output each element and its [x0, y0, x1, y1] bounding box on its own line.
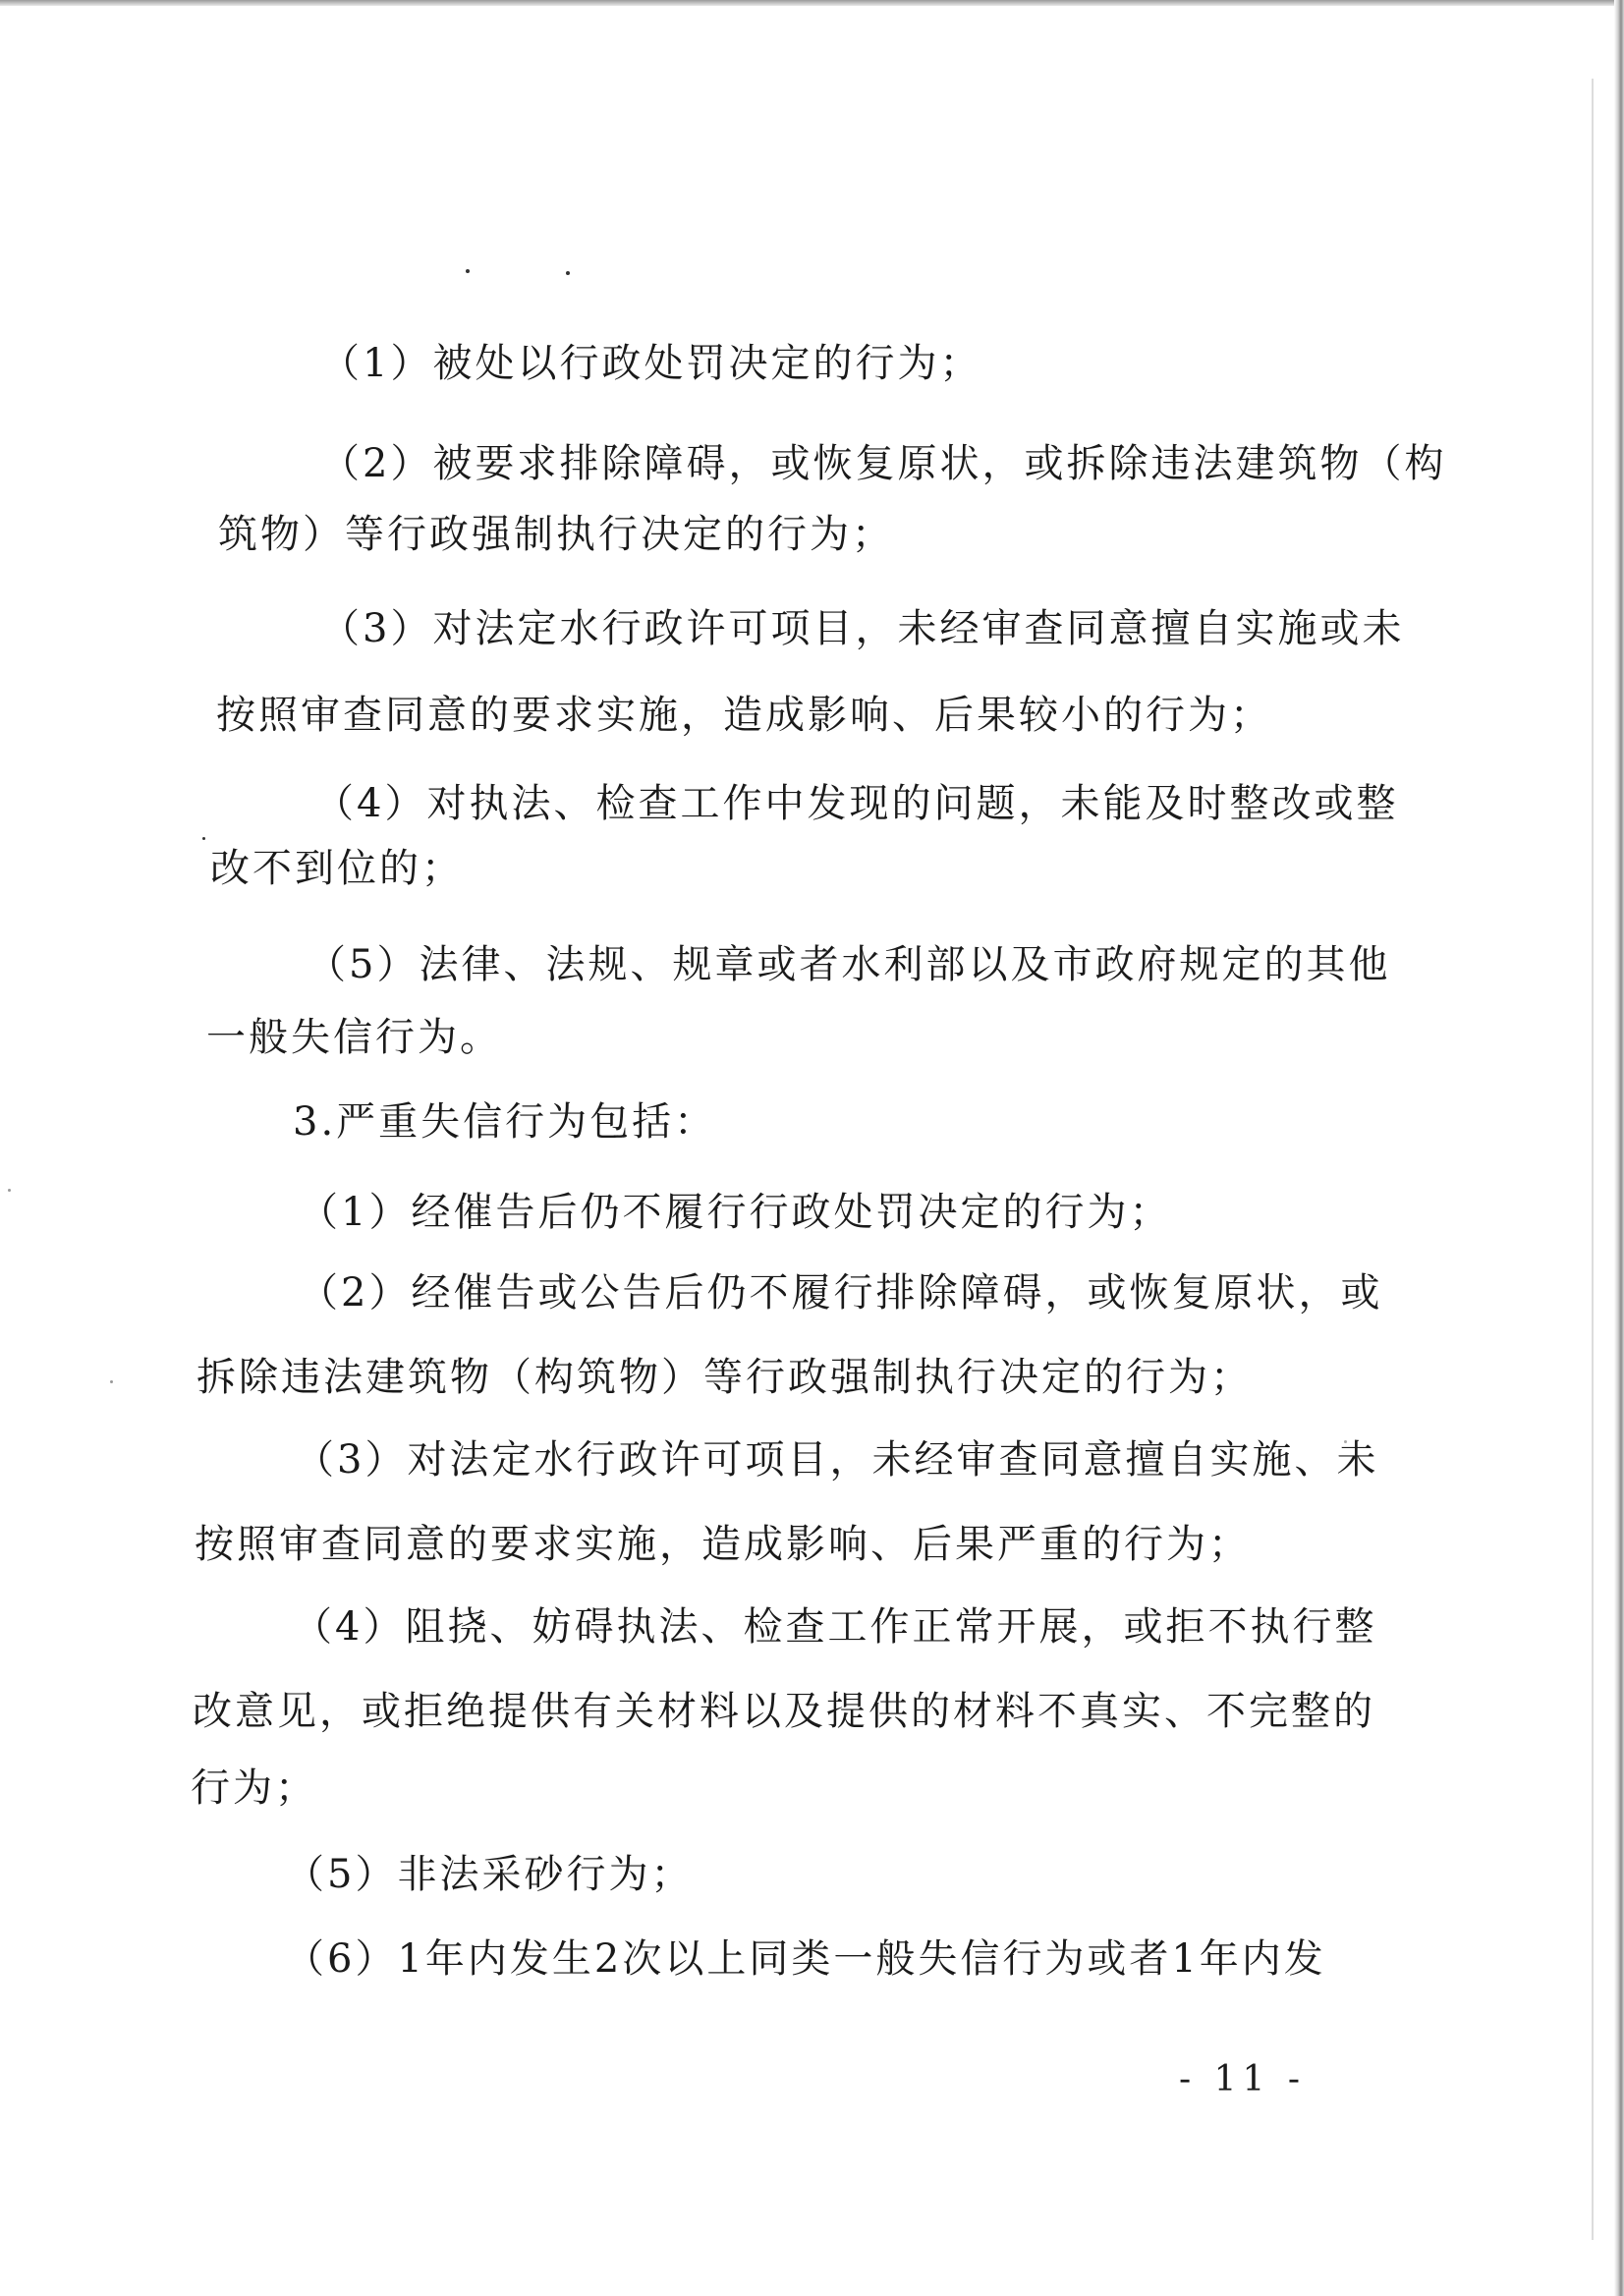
scan-binding-line — [1592, 79, 1594, 2240]
scan-speck — [202, 837, 205, 840]
page-number: - 11 - — [1179, 2059, 1307, 2100]
text-line: 拆除违法建筑物（构筑物）等行政强制执行决定的行为； — [196, 1355, 1253, 1400]
text-line: 改意见，或拒绝提供有关材料以及提供的材料不真实、不完整的 — [193, 1689, 1375, 1734]
text-line: 筑物）等行政强制执行决定的行为； — [218, 512, 894, 557]
text-line: （2）经催告或公告后仍不履行排除障碍，或恢复原状，或 — [299, 1270, 1383, 1316]
text-line: （3）对法定水行政许可项目，未经审查同意擅自实施、未 — [295, 1437, 1379, 1483]
scan-speck — [110, 1380, 113, 1383]
text-line: 按照审查同意的要求实施，造成影响、后果严重的行为； — [195, 1522, 1251, 1567]
text-line: （1）经催告后仍不履行行政处罚决定的行为； — [299, 1190, 1172, 1235]
text-line: （6）1年内发生2次以上同类一般失信行为或者1年内发 — [285, 1936, 1326, 1982]
section-heading: 3.严重失信行为包括： — [293, 1099, 717, 1145]
text-line: 改不到位的； — [210, 846, 464, 891]
text-line: （5）非法采砂行为； — [285, 1852, 694, 1897]
text-line: （4）对执法、检查工作中发现的问题，未能及时整改或整 — [314, 781, 1399, 826]
scan-top-edge — [0, 0, 1624, 6]
scan-speck — [8, 1189, 11, 1192]
text-line: （3）对法定水行政许可项目，未经审查同意擅自实施或未 — [320, 606, 1405, 651]
scan-speck — [566, 271, 570, 275]
scan-speck — [466, 269, 470, 273]
text-line: （4）阻挠、妨碍执法、检查工作正常开展，或拒不执行整 — [293, 1604, 1377, 1650]
text-line: （5）法律、法规、规章或者水利部以及市政府规定的其他 — [307, 942, 1391, 987]
scan-right-edge — [1614, 0, 1624, 2296]
text-line: 一般失信行为。 — [206, 1015, 502, 1060]
text-line: 按照审查同意的要求实施，造成影响、后果较小的行为； — [216, 693, 1272, 738]
text-line: 行为； — [191, 1765, 317, 1811]
text-line: （1）被处以行政处罚决定的行为； — [320, 341, 982, 386]
text-line: （2）被要求排除障碍，或恢复原状，或拆除违法建筑物（构 — [320, 441, 1447, 486]
